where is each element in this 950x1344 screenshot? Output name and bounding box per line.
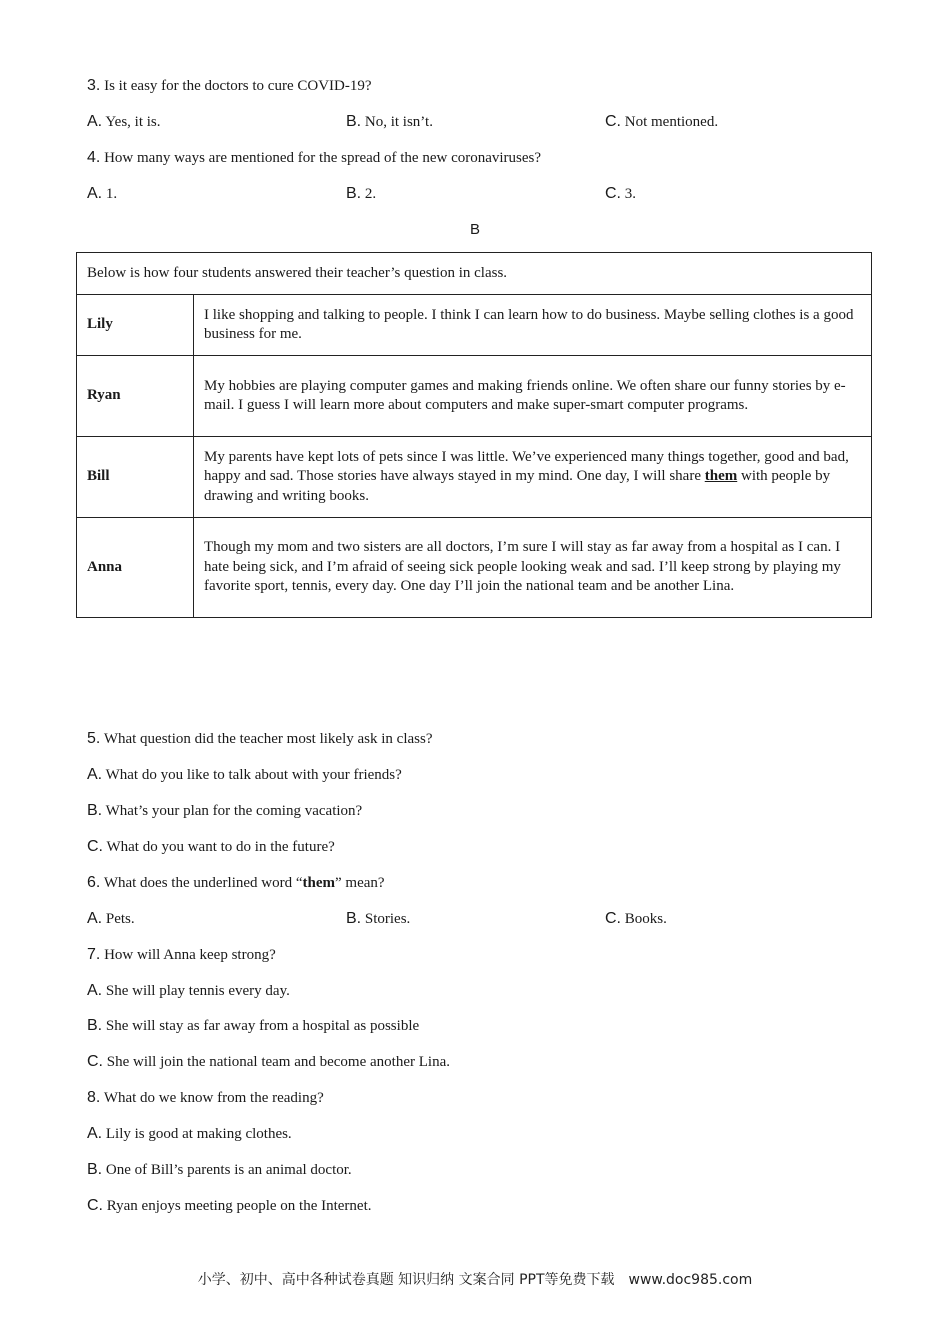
question-text: What question did the teacher most likely ask in class? — [103, 731, 433, 747]
option-letter: B. — [346, 113, 362, 130]
option-text: Stories. — [364, 911, 411, 927]
answer-text: with people by drawing and writing books. — [204, 468, 831, 504]
option-8b — [87, 1161, 352, 1179]
option-letter: A. — [87, 1125, 103, 1142]
option-text: Yes, it is. — [105, 114, 161, 130]
option-text: What do you want to do in the future? — [106, 839, 335, 855]
question-text: How will Anna keep strong? — [104, 947, 276, 963]
option-text: Books. — [624, 911, 667, 927]
question-number: 8. — [87, 1089, 101, 1106]
option-6c — [605, 910, 667, 928]
option-letter: A. — [87, 910, 103, 927]
option-letter: C. — [87, 838, 103, 855]
option-text: 2. — [364, 186, 377, 202]
footer-text: 小学、初中、高中各种试卷真题 知识归纳 文案合同 PPT等免费下载 www.doc985.com — [197, 1272, 753, 1288]
option-text: What’s your plan for the coming vacation? — [105, 803, 363, 819]
question-number: 3. — [87, 77, 101, 94]
option-letter: A. — [87, 982, 103, 999]
reading-passage-table — [76, 252, 872, 618]
option-4b — [346, 185, 376, 203]
question-text: Is it easy for the doctors to cure COVID-19? — [104, 78, 372, 94]
option-text: She will join the national team and become another Lina. — [106, 1054, 450, 1070]
option-5c — [87, 838, 335, 856]
option-letter: C. — [605, 113, 621, 130]
section-label: B — [469, 221, 480, 238]
student-answer: My hobbies are playing computer games and making friends online. We often share our funny stories by e-mail. I guess I will learn more about computers and make super-smart computer programs. — [194, 356, 872, 437]
question-8 — [87, 1089, 324, 1107]
option-text: Pets. — [105, 911, 135, 927]
option-8a — [87, 1125, 292, 1143]
option-letter: B. — [87, 802, 103, 819]
student-name: Lily — [77, 295, 194, 356]
table-row — [77, 437, 872, 518]
question-number: 7. — [87, 946, 101, 963]
student-answer: I like shopping and talking to people. I think I can learn how to do business. Maybe selling clothes is a good business for me. — [194, 295, 872, 356]
option-text: One of Bill’s parents is an animal doctor. — [105, 1162, 352, 1178]
question-7 — [87, 946, 276, 964]
question-text: ” mean? — [335, 875, 385, 891]
question-text: What do we know from the reading? — [103, 1090, 324, 1106]
option-3b — [346, 113, 433, 131]
question-5 — [87, 730, 433, 748]
option-5a — [87, 766, 402, 784]
table-row — [77, 518, 872, 618]
question-number: 4. — [87, 149, 101, 166]
question-text: How many ways are mentioned for the spread of the new coronaviruses? — [104, 150, 542, 166]
bold-word: them — [302, 875, 336, 891]
option-6a — [87, 910, 135, 928]
table-row — [77, 356, 872, 437]
question-3 — [87, 77, 372, 95]
option-5b — [87, 802, 362, 820]
question-6 — [87, 874, 385, 892]
student-answer — [194, 437, 872, 518]
option-letter: A. — [87, 113, 103, 130]
question-4 — [87, 149, 541, 167]
option-text: No, it isn’t. — [364, 114, 433, 130]
option-4c — [605, 185, 636, 203]
question-number: 5. — [87, 730, 101, 747]
option-3c — [605, 113, 718, 131]
option-letter: B. — [87, 1161, 103, 1178]
option-7a — [87, 982, 290, 1000]
table-row — [77, 253, 872, 295]
student-name: Bill — [77, 437, 194, 518]
option-4a — [87, 185, 117, 203]
question-number: 6. — [87, 874, 101, 891]
option-6b — [346, 910, 410, 928]
option-text: Ryan enjoys meeting people on the Internet. — [106, 1198, 372, 1214]
option-letter: C. — [87, 1197, 103, 1214]
option-text: She will stay as far away from a hospital as possible — [105, 1018, 420, 1034]
question-text: What does the underlined word “ — [103, 875, 303, 891]
option-text: She will play tennis every day. — [105, 983, 290, 999]
option-letter: B. — [346, 185, 362, 202]
student-name: Anna — [77, 518, 194, 618]
option-letter: C. — [87, 1053, 103, 1070]
option-text: 1. — [105, 186, 118, 202]
student-answer: Though my mom and two sisters are all doctors, I’m sure I will stay as far away from a hospital as I can. I hate being sick, and I’m afraid of seeing sick people looking weak and sad. I’ll keep strong by playing my favorite sport, tennis, every day. One day I’ll join the national team and be another Lina. — [194, 518, 872, 618]
option-letter: B. — [346, 910, 362, 927]
option-7c — [87, 1053, 450, 1071]
option-text: Lily is good at making clothes. — [105, 1126, 292, 1142]
option-8c — [87, 1197, 372, 1215]
passage-intro: Below is how four students answered their teacher’s question in class. — [77, 253, 872, 295]
option-7b — [87, 1017, 419, 1035]
table-row — [77, 295, 872, 356]
student-name: Ryan — [77, 356, 194, 437]
option-text: Not mentioned. — [624, 114, 719, 130]
option-letter: C. — [605, 910, 621, 927]
option-letter: B. — [87, 1017, 103, 1034]
answer-text: My parents have kept lots of pets since I was little. We’ve experienced many things together, good and bad, happy and sad. Those stories have always stayed in my mind. One day, I will share — [204, 448, 849, 485]
option-letter: A. — [87, 185, 103, 202]
option-text: 3. — [624, 186, 636, 202]
underlined-word: them — [704, 468, 738, 485]
option-text: What do you like to talk about with your friends? — [105, 767, 402, 783]
option-letter: C. — [605, 185, 621, 202]
option-3a — [87, 113, 161, 131]
option-letter: A. — [87, 766, 103, 783]
